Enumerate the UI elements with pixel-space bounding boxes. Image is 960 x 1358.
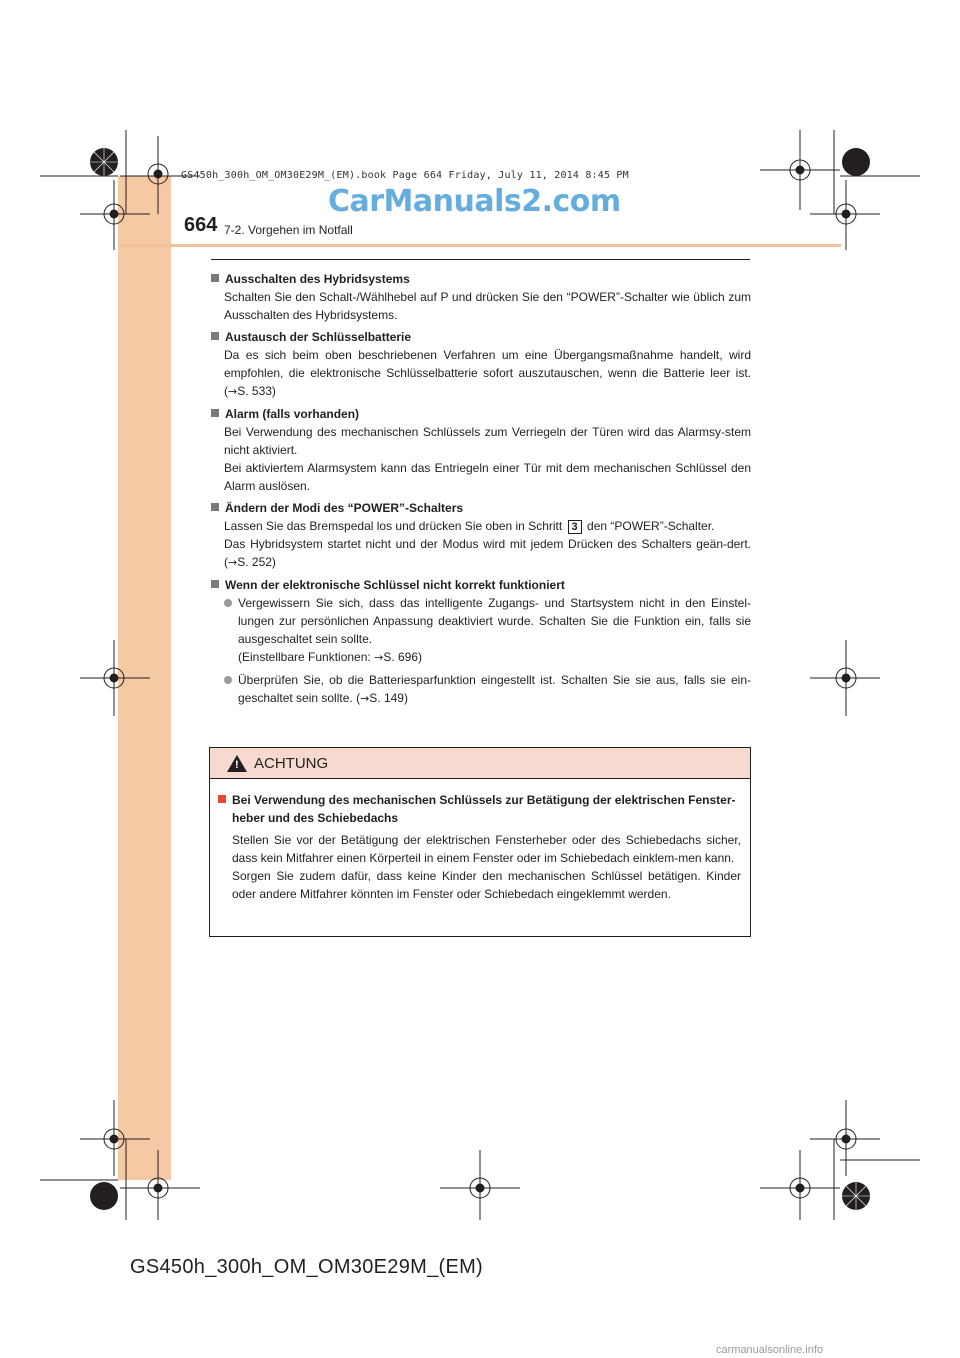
square-bullet-icon [218, 795, 226, 803]
arrow-icon: → [374, 651, 384, 664]
arrow-icon: → [228, 385, 238, 398]
document-code: GS450h_300h_OM_OM30E29M_(EM) [130, 1256, 484, 1278]
list-item [211, 270, 751, 324]
arrow-icon: → [228, 556, 238, 569]
warning-triangle-icon: ! [227, 755, 247, 772]
square-bullet-icon [211, 503, 219, 511]
round-bullet-icon [224, 676, 232, 684]
item-heading: Wenn der elektronische Schlüssel nicht korrekt funktioniert [225, 578, 565, 592]
arrow-icon: → [360, 692, 370, 705]
page-reference[interactable]: S. 533) [237, 384, 276, 398]
section-title: 7-2. Vorgehen im Notfall [224, 223, 353, 237]
square-bullet-icon [211, 274, 219, 282]
round-bullet-icon [224, 599, 232, 607]
warning-title: ACHTUNG [254, 754, 329, 772]
site-watermark: carmanualsonline.info [716, 1344, 824, 1356]
bullet-item: Überprüfen Sie, ob die Batteriesparfunktion eingestellt ist. Schalten Sie sie aus, falls sie ein-geschaltet sein sollte. (→S. 149) [211, 671, 751, 708]
square-bullet-icon [211, 409, 219, 417]
bullet-item: Vergewissern Sie sich, dass das intelligente Zugangs- und Startsystem nicht in den Einstel-lungen zur persönlichen Anpassung deaktiviert wurde. Schalten Sie die Funktion ein, falls sie ausgeschaltet sein sollte. (Einstellbare Funktionen: →S. 696) [211, 594, 751, 667]
page-reference[interactable]: S. 252) [237, 555, 276, 569]
list-item [211, 576, 751, 708]
item-heading: Austausch der Schlüsselbatterie [225, 330, 412, 344]
item-text: Das Hybridsystem startet nicht und der Modus wird mit jedem Drücken des Schalters geän-dert. (→S. 252) [224, 537, 751, 569]
item-heading: Ausschalten des Hybridsystems [225, 272, 410, 286]
warning-header [210, 748, 750, 779]
header-rule [211, 259, 750, 260]
list-item [211, 405, 751, 495]
watermark-logo: CarManuals2.com [328, 184, 621, 219]
item-text: Schalten Sie den Schalt-/Wählhebel auf P und drücken Sie den “POWER”-Schalter wie üblich zum Ausschalten des Hybridsystems. [224, 290, 751, 322]
page-number: 664 [184, 214, 218, 236]
item-text: Bei aktiviertem Alarmsystem kann das Entriegeln einer Tür mit dem mechanischen Schlüssel den Alarm auslösen. [224, 461, 751, 493]
item-text: Da es sich beim oben beschriebenen Verfahren um eine Übergangsmaßnahme handelt, wird empfohlen, die elektronische Schlüsselbatterie sofort auszutauschen, wenn die Batterie leer ist. (→S. 533) [224, 348, 751, 398]
square-bullet-icon [211, 580, 219, 588]
list-item [211, 328, 751, 401]
warning-text: Sorgen Sie zudem dafür, dass keine Kinder den mechanischen Schlüssel betätigen. Kinder oder andere Mitfahrer könnten im Fenster oder Schiebedach eingeklemmt werden. [232, 869, 741, 901]
step-number-badge: 3 [568, 520, 582, 534]
item-heading: Ändern der Modi des “POWER”-Schalters [225, 501, 464, 515]
square-bullet-icon [211, 332, 219, 340]
item-heading: Alarm (falls vorhanden) [225, 407, 360, 421]
page-reference[interactable]: S. 149) [369, 691, 408, 705]
file-info: GS450h_300h_OM_OM30E29M_(EM).book Page 664 Friday, July 11, 2014 8:45 PM [181, 170, 629, 181]
item-text: Lassen Sie das Bremspedal los und drücken Sie oben in Schritt 3 den “POWER”-Schalter. [224, 519, 715, 533]
list-item [211, 499, 751, 572]
warning-text: Stellen Sie vor der Betätigung der elektrischen Fensterheber oder des Schiebedachs sicher, dass kein Mitfahrer einen Körperteil in einem Fenster oder im Schiebedach einklem-men kann. [232, 833, 741, 865]
main-content [211, 270, 751, 712]
page-reference[interactable]: S. 696) [383, 650, 423, 664]
item-text: Bei Verwendung des mechanischen Schlüssels zum Verriegeln der Türen wird das Alarmsy-stem nicht aktiviert. [224, 425, 751, 457]
warning-box [209, 747, 751, 937]
warning-heading: Bei Verwendung des mechanischen Schlüssels zur Betätigung der elektrischen Fenster-heber und des Schiebedachs [232, 793, 736, 825]
